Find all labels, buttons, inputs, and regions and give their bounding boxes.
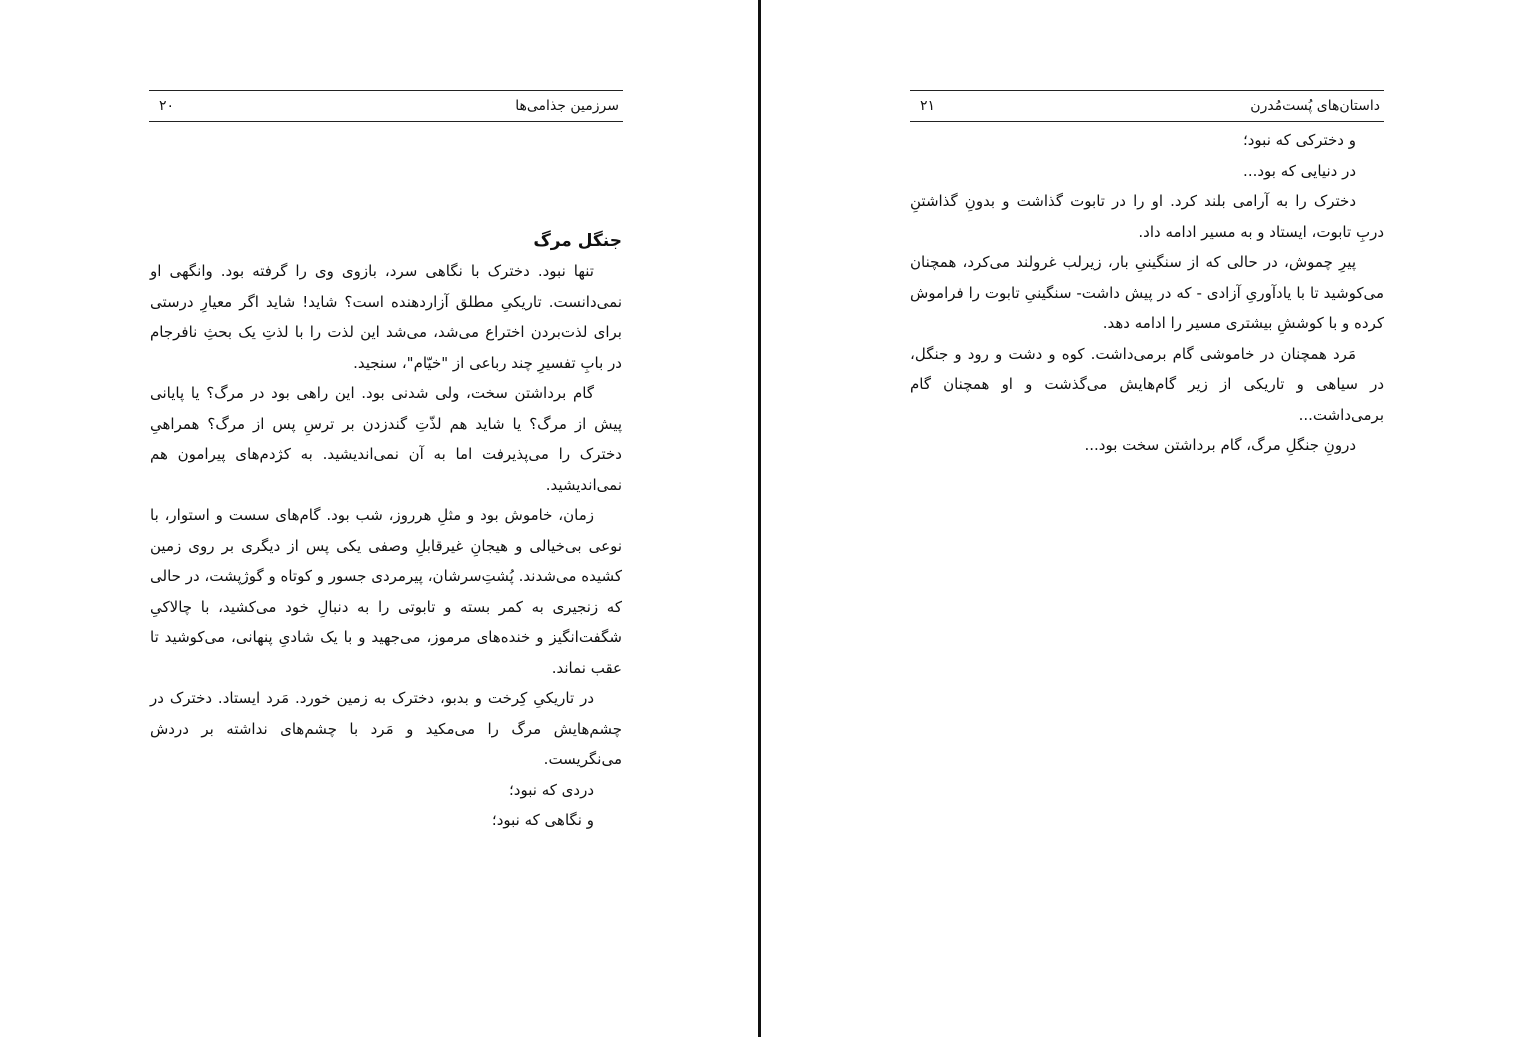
verse-line: در دنیایی که بود... (1243, 161, 1356, 180)
right-page (762, 0, 1520, 1037)
verse-line: و نگاهی که نبود؛ (491, 811, 594, 829)
chapter-heading: جنگل مرگ (533, 231, 622, 251)
right-page-body (910, 125, 1384, 461)
paragraph: در تاریکیِ کِرخت و بدبو، دخترک به زمین خورد. مَرد ایستاد. دخترک در چشم‌هایش مرگ را می‌مکید و مَرد با چشم‌های نداشته بر دردش می‌نگریست. (150, 689, 622, 768)
paragraph: دخترک را به آرامی بلند کرد. او را در تابوت گذاشت و بدونِ گذاشتنِ دربِ تابوت، ایستاد و به مسیر ادامه داد. (910, 192, 1384, 241)
right-running-title: داستان‌های پُست‌مُدرن (1250, 98, 1380, 114)
left-page-header (149, 90, 623, 122)
paragraph: مَرد همچنان در خاموشی گام برمی‌داشت. کوه و دشت و رود و جنگل، در سیاهی و تاریکی از زیر گام‌هایش می‌گذشت و او همچنان گام برمی‌داشت... (910, 344, 1384, 424)
right-page-number: ۲۱ (920, 98, 936, 114)
left-page-body (150, 226, 622, 836)
paragraph: تنها نبود. دخترک با نگاهی سرد، بازوی وی را گرفته بود. وانگهی او نمی‌دانست. تاریکیِ مطلق آزاردهنده است؟ شاید! شاید اگر معیارِ درستی برای لذت‌بردن اختراع می‌شد، می‌شد این لذت را با لذتِ یک بحثِ نافرجام در بابِ تفسیرِ چند رباعی از "خیّام"، سنجید. (150, 262, 622, 372)
paragraph: گام برداشتن سخت، ولی شدنی بود. این راهی بود در مرگ؟ یا پایانی پیش از مرگ؟ یا شاید هم لذّتِ گندزدن بر ترسِ پس از مرگ؟ همراهیِ دخترک را می‌پذیرفت اما به آن نمی‌اندیشید. به کژدم‌های پیرامون هم نمی‌اندیشید. (150, 384, 622, 494)
verse-line: دردی که نبود؛ (509, 780, 594, 799)
left-running-title: سرزمین جذامی‌ها (515, 98, 619, 114)
verse-line: و دخترکی که نبود؛ (1242, 131, 1356, 149)
left-page (0, 0, 758, 1037)
paragraph: پیرِ چموش، در حالی که از سنگینیِ بار، زیرلب غرولند می‌کرد، همچنان می‌کوشید تا با یادآوریِ آزادی - که در پیش داشت- سنگینیِ تابوت را فراموش کرده و با کوششِ بیشتری مسیر را ادامه دهد. (910, 253, 1384, 332)
paragraph: زمان، خاموش بود و مثلِ هرروز، شب بود. گام‌های سست و استوار، با نوعی بی‌خیالی و هیجانِ غیرقابلِ وصفی یکی پس از دیگری بر روی زمین کشیده می‌شدند. پُشت‌ِسرشان، پیرمردی جسور و کوتاه و گوژپشت، در حالی که زنجیری به کمر بسته و تابوتی را به دنبالِ خود می‌کشید، با چالاکیِ شگفت‌انگیز و خنده‌های مرموز، می‌جهید و با یک شادیِ پنهانی، می‌کوشید تا عقب نماند. (150, 506, 622, 677)
right-page-header (910, 90, 1384, 122)
page-gutter-divider (758, 0, 761, 1037)
left-page-number: ۲۰ (159, 98, 175, 114)
closing-line: درونِ جنگلِ مرگ، گام برداشتن سخت بود... (1084, 436, 1356, 454)
